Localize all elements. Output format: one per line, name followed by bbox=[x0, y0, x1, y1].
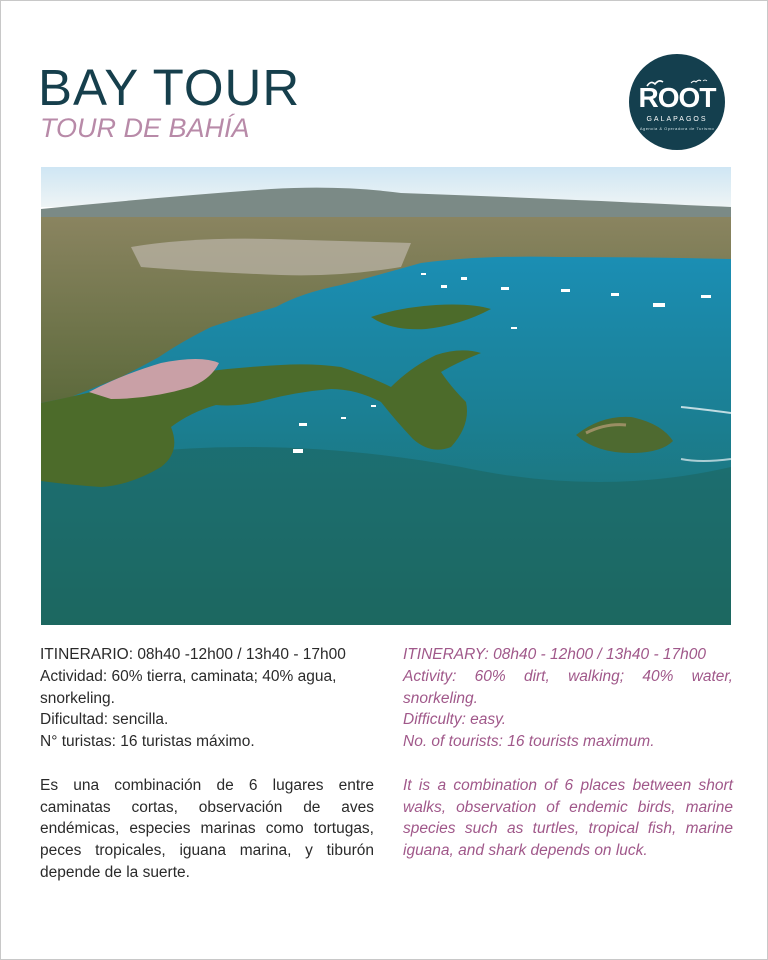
english-column bbox=[403, 644, 733, 862]
itinerary-en: ITINERARY: 08h40 - 12h00 / 13h40 - 17h00 bbox=[403, 646, 707, 663]
difficulty-es: Dificultad: sencilla. bbox=[40, 711, 169, 729]
page-title: BAY TOUR bbox=[38, 59, 301, 116]
logo-name: GALAPAGOS bbox=[646, 116, 708, 123]
difficulty-en: Difficulty: easy. bbox=[403, 711, 507, 729]
itinerary-es: ITINERARIO: 08h40 -12h00 / 13h40 - 17h00 bbox=[40, 646, 346, 663]
spanish-column bbox=[40, 644, 374, 884]
aerial-bay-photo bbox=[41, 167, 731, 625]
activity-en: Activity: 60% dirt, walking; 40% water, snorkeling. bbox=[403, 667, 733, 707]
tourists-es: N° turistas: 16 turistas máximo. bbox=[40, 733, 255, 751]
logo-tagline: Agencia & Operadora de Turismo bbox=[639, 126, 715, 131]
tourists-en: No. of tourists: 16 tourists maximum. bbox=[403, 733, 655, 751]
description-en: It is a combination of 6 places between short walks, observation of endemic birds, marine species such as turtles, tropical fish, marine iguana, and shark depends on luck. bbox=[403, 776, 733, 860]
page-subtitle: TOUR DE BAHÍA bbox=[40, 113, 250, 143]
description-es: Es una combinación de 6 lugares entre caminatas cortas, observación de aves endémicas, especies marinas como tortugas, peces tropicales, iguana marina, y tiburón depende de la suerte. bbox=[40, 776, 374, 881]
logo-wordmark: ROOT bbox=[638, 82, 716, 113]
root-galapagos-logo bbox=[629, 54, 725, 150]
activity-es: Actividad: 60% tierra, caminata; 40% agua, snorkeling. bbox=[40, 667, 337, 707]
aerial-photo-illustration bbox=[41, 167, 731, 625]
